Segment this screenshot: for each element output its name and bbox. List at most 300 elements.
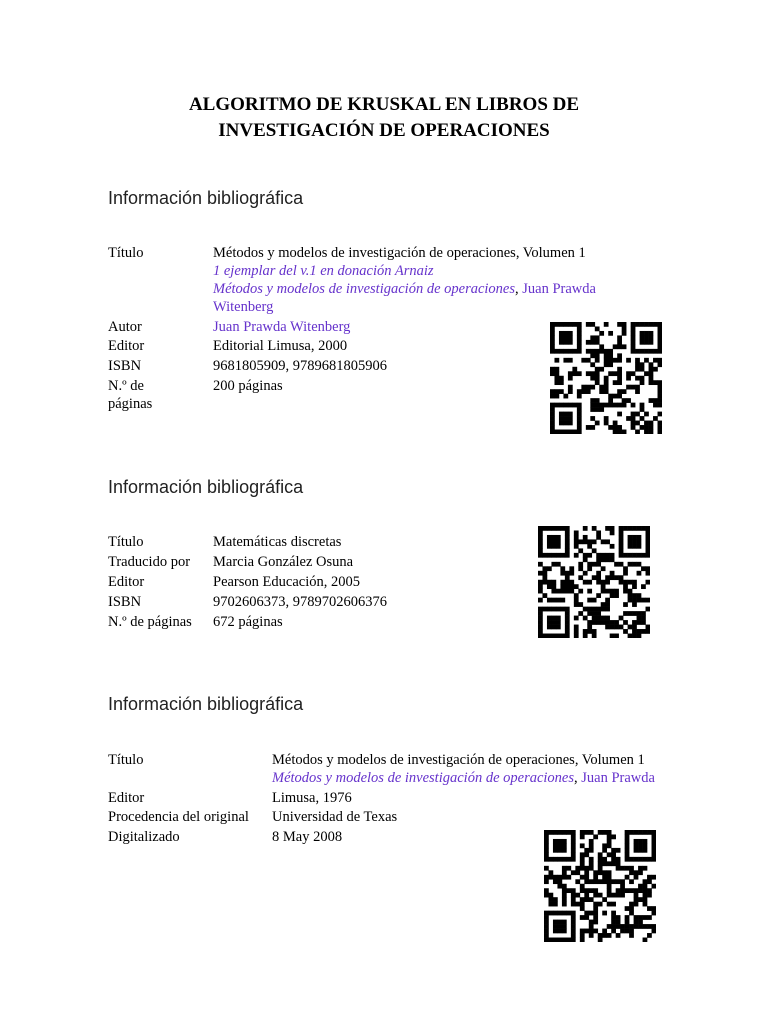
qr-module — [647, 875, 652, 880]
qr-module — [646, 553, 650, 558]
qr-module — [553, 848, 558, 853]
qr-module — [635, 367, 640, 372]
qr-module — [638, 866, 643, 871]
qr-module — [571, 924, 576, 929]
qr-module — [632, 553, 637, 558]
qr-module — [644, 331, 649, 336]
qr-module — [610, 575, 615, 580]
qr-module — [556, 607, 561, 612]
qr-module — [580, 866, 585, 871]
qr-module — [638, 915, 643, 920]
qr-module — [634, 888, 639, 893]
qr-module — [571, 938, 576, 942]
qr-module — [652, 875, 656, 880]
qr-module — [611, 861, 616, 866]
qr-module — [596, 607, 601, 612]
qr-module — [578, 589, 583, 594]
qr-module — [578, 539, 583, 544]
qr-module — [557, 857, 562, 862]
qr-module — [617, 376, 622, 381]
qr-module — [643, 938, 648, 942]
qr-module — [628, 589, 633, 594]
qr-module — [605, 580, 610, 585]
qr-module — [649, 371, 654, 376]
section-1-autor-row — [108, 318, 528, 336]
qr-module — [565, 625, 570, 630]
qr-module — [646, 598, 650, 603]
qr-module — [626, 358, 631, 363]
qr-module — [611, 920, 616, 925]
qr-module — [635, 421, 640, 426]
qr-module — [568, 376, 573, 381]
qr-module — [571, 857, 576, 862]
qr-module — [610, 589, 615, 594]
qr-module — [550, 322, 555, 327]
qr-module — [586, 349, 591, 354]
qr-module — [608, 398, 613, 403]
qr-module — [638, 897, 643, 902]
qr-module — [628, 611, 633, 616]
qr-module — [602, 870, 607, 875]
qr-module — [557, 839, 562, 844]
qr-module — [566, 888, 571, 893]
qr-module — [634, 915, 639, 920]
qr-module — [598, 857, 603, 862]
qr-module — [637, 598, 642, 603]
qr-module — [596, 557, 601, 562]
ejemplar-note-link[interactable]: 1 ejemplar del v.1 en donación Arnaiz — [213, 263, 434, 279]
qr-module — [565, 589, 570, 594]
qr-module — [637, 616, 642, 621]
qr-module — [571, 911, 576, 916]
qr-module — [589, 839, 594, 844]
qr-module — [619, 575, 624, 580]
qr-module — [592, 562, 597, 567]
qr-module — [565, 571, 570, 576]
qr-module — [643, 857, 648, 862]
qr-module — [623, 553, 628, 558]
qr-module — [647, 924, 652, 929]
qr-module — [628, 593, 633, 598]
qr-module — [596, 530, 601, 535]
qr-module — [614, 575, 619, 580]
qr-module — [565, 584, 570, 589]
qr-module — [619, 526, 624, 531]
qr-module — [619, 553, 624, 558]
qr-module — [635, 376, 640, 381]
qr-module — [643, 893, 648, 898]
qr-module — [571, 888, 576, 893]
isbn-label: ISBN — [108, 358, 142, 374]
qr-module — [611, 852, 616, 857]
qr-module — [538, 584, 543, 589]
qr-module — [602, 848, 607, 853]
qr-module — [538, 526, 543, 531]
qr-module — [601, 566, 606, 571]
qr-module — [544, 915, 549, 920]
qr-module — [587, 544, 592, 549]
qr-module — [550, 430, 555, 434]
qr-module — [547, 526, 552, 531]
qr-module — [649, 349, 654, 354]
qr-module — [574, 584, 579, 589]
qr-module — [551, 580, 556, 585]
qr-module — [644, 430, 649, 434]
qr-module — [623, 589, 628, 594]
qr-module — [658, 398, 662, 403]
qr-module — [565, 616, 570, 621]
qr-module — [601, 607, 606, 612]
qr-module — [542, 607, 547, 612]
qr-module — [584, 897, 589, 902]
qr-module — [580, 884, 585, 889]
qr-module — [619, 625, 624, 630]
qr-module — [550, 371, 555, 376]
qr-module — [632, 584, 637, 589]
qr-module — [542, 571, 547, 576]
qr-module — [617, 335, 622, 340]
qr-module — [652, 830, 656, 835]
qr-module — [658, 322, 662, 327]
qr-module — [593, 906, 598, 911]
qr-module — [599, 403, 604, 408]
qr-module — [617, 403, 622, 408]
qr-module — [595, 326, 600, 331]
autor-label: Autor — [108, 319, 142, 335]
qr-module — [644, 412, 649, 417]
qr-module — [547, 539, 552, 544]
qr-module — [601, 584, 606, 589]
qr-module — [619, 548, 624, 553]
series-author-link-continued[interactable]: Witenberg — [213, 299, 274, 315]
qr-module — [643, 830, 648, 835]
qr-module — [542, 575, 547, 580]
qr-module — [641, 584, 646, 589]
qr-module — [565, 634, 570, 638]
qr-module — [631, 412, 636, 417]
qr-module — [652, 839, 656, 844]
qr-module — [551, 616, 556, 621]
qr-module — [571, 902, 576, 907]
qr-module — [596, 620, 601, 625]
qr-module — [557, 843, 562, 848]
qr-module — [610, 625, 615, 630]
qr-module — [602, 933, 607, 938]
qr-module — [553, 938, 558, 942]
qr-module — [590, 416, 595, 421]
qr-module — [559, 421, 564, 426]
qr-module — [604, 416, 609, 421]
qr-module — [652, 911, 656, 916]
qr-module — [632, 539, 637, 544]
qr-module — [557, 879, 562, 884]
qr-module — [637, 526, 642, 531]
qr-module — [647, 830, 652, 835]
qr-module — [617, 389, 622, 394]
qr-module — [623, 580, 628, 585]
qr-module — [634, 875, 639, 880]
qr-module — [607, 924, 612, 929]
qr-module — [604, 376, 609, 381]
qr-module — [571, 893, 576, 898]
qr-module — [571, 915, 576, 920]
qr-module — [635, 362, 640, 367]
qr-module — [542, 634, 547, 638]
qr-module — [616, 888, 621, 893]
qr-module — [598, 830, 603, 835]
qr-module — [562, 920, 567, 925]
qr-module — [640, 335, 645, 340]
autor-link[interactable]: Juan Prawda Witenberg — [213, 319, 351, 335]
qr-module — [613, 430, 618, 434]
qr-module — [563, 331, 568, 336]
qr-module — [632, 535, 637, 540]
qr-module — [598, 866, 603, 871]
qr-module — [604, 421, 609, 426]
qr-module — [604, 385, 609, 390]
qr-module — [607, 879, 612, 884]
qr-module — [554, 371, 559, 376]
qr-module — [565, 620, 570, 625]
qr-module — [544, 839, 549, 844]
qr-module — [587, 562, 592, 567]
qr-module — [653, 416, 658, 421]
qr-module — [575, 866, 580, 871]
titulo-label: Título — [108, 245, 144, 261]
qr-module — [544, 888, 549, 893]
qr-module — [574, 602, 579, 607]
qr-module — [547, 620, 552, 625]
qr-module — [610, 530, 615, 535]
qr-module — [577, 331, 582, 336]
qr-module — [590, 340, 595, 345]
qr-module — [583, 580, 588, 585]
qr-module — [610, 526, 615, 531]
qr-module — [617, 340, 622, 345]
qr-module — [559, 403, 564, 408]
qr-module — [565, 575, 570, 580]
qr-module — [587, 620, 592, 625]
qr-module — [617, 371, 622, 376]
qr-module — [599, 331, 604, 336]
qr-module — [538, 607, 543, 612]
qr-module — [608, 358, 613, 363]
qr-module — [641, 526, 646, 531]
qr-module — [581, 389, 586, 394]
series-line — [213, 280, 596, 298]
qr-module — [601, 616, 606, 621]
qr-module — [562, 888, 567, 893]
qr-module — [592, 634, 597, 638]
qr-module — [572, 403, 577, 408]
qr-module — [569, 584, 574, 589]
qr-module — [553, 875, 558, 880]
qr-module — [542, 580, 547, 585]
qr-module — [602, 911, 607, 916]
section-1-heading: Información bibliográfica — [108, 188, 304, 208]
qr-module — [595, 380, 600, 385]
qr-module — [658, 389, 662, 394]
qr-module — [596, 580, 601, 585]
qr-module — [608, 353, 613, 358]
qr-module — [635, 358, 640, 363]
page-title-line-2: INVESTIGACIÓN DE OPERACIONES — [218, 120, 550, 141]
qr-module — [584, 929, 589, 934]
qr-module — [574, 634, 579, 638]
qr-module — [584, 875, 589, 880]
qr-module — [580, 830, 585, 835]
qr-module — [643, 915, 648, 920]
qr-module — [605, 553, 610, 558]
qr-module — [632, 611, 637, 616]
qr-module — [643, 897, 648, 902]
qr-module — [550, 421, 555, 426]
qr-module — [548, 857, 553, 862]
qr-module — [577, 389, 582, 394]
qr-module — [631, 335, 636, 340]
qr-module — [608, 394, 613, 399]
qr-module — [602, 861, 607, 866]
qr-module — [628, 598, 633, 603]
qr-module — [590, 425, 595, 430]
qr-module — [586, 389, 591, 394]
qr-module — [574, 593, 579, 598]
qr-module — [572, 371, 577, 376]
qr-module — [640, 376, 645, 381]
qr-module — [554, 376, 559, 381]
qr-module — [635, 322, 640, 327]
qr-module — [592, 616, 597, 621]
qr-module — [590, 403, 595, 408]
qr-module — [565, 580, 570, 585]
qr-module — [580, 897, 585, 902]
qr-module — [622, 331, 627, 336]
qr-module — [583, 535, 588, 540]
series-title-link[interactable]: Métodos y modelos de investigación de operaciones — [272, 770, 575, 786]
qr-module — [634, 897, 639, 902]
qr-module — [577, 335, 582, 340]
qr-module — [653, 367, 658, 372]
qr-module — [608, 371, 613, 376]
qr-module — [634, 893, 639, 898]
paginas-value: 200 páginas — [213, 378, 283, 394]
procedencia-value: Universidad de Texas — [272, 809, 398, 825]
qr-module — [578, 575, 583, 580]
qr-module — [566, 938, 571, 942]
qr-module — [613, 421, 618, 426]
qr-module — [599, 389, 604, 394]
qr-module — [553, 879, 558, 884]
qr-module — [544, 933, 549, 938]
titulo-label: Título — [108, 752, 144, 768]
qr-code-3 — [544, 830, 656, 942]
qr-module — [584, 830, 589, 835]
qr-module — [607, 933, 612, 938]
qr-module — [578, 566, 583, 571]
qr-module — [616, 861, 621, 866]
qr-module — [625, 857, 630, 862]
series-title-link[interactable]: Métodos y modelos de investigación de operaciones — [213, 281, 516, 297]
qr-module — [620, 866, 625, 871]
qr-module — [658, 385, 662, 390]
editor-label: Editor — [108, 790, 145, 806]
qr-module — [626, 371, 631, 376]
qr-module — [589, 924, 594, 929]
qr-module — [647, 888, 652, 893]
qr-module — [563, 335, 568, 340]
qr-module — [595, 353, 600, 358]
qr-module — [538, 548, 543, 553]
qr-module — [658, 412, 662, 417]
qr-module — [589, 861, 594, 866]
qr-module — [562, 884, 567, 889]
series-author-link[interactable]: Juan Prawda — [581, 770, 655, 786]
qr-module — [575, 902, 580, 907]
qr-module — [574, 553, 579, 558]
qr-module — [653, 403, 658, 408]
qr-module — [544, 857, 549, 862]
qr-module — [605, 620, 610, 625]
qr-module — [616, 879, 621, 884]
qr-module — [646, 566, 650, 571]
qr-module — [593, 870, 598, 875]
qr-module — [611, 902, 616, 907]
qr-module — [559, 389, 564, 394]
qr-module — [604, 322, 609, 327]
qr-module — [563, 403, 568, 408]
qr-module — [644, 340, 649, 345]
qr-module — [653, 398, 658, 403]
qr-module — [647, 879, 652, 884]
qr-module — [565, 526, 570, 531]
qr-module — [649, 376, 654, 381]
qr-module — [547, 535, 552, 540]
qr-module — [571, 920, 576, 925]
qr-module — [551, 584, 556, 589]
qr-module — [551, 607, 556, 612]
qr-module — [592, 548, 597, 553]
qr-module — [646, 580, 650, 585]
qr-module — [547, 553, 552, 558]
qr-module — [542, 593, 547, 598]
qr-module — [632, 625, 637, 630]
qr-module — [652, 884, 656, 889]
qr-module — [619, 535, 624, 540]
qr-module — [599, 385, 604, 390]
qr-module — [632, 598, 637, 603]
series-line — [272, 769, 655, 787]
qr-module — [641, 629, 646, 634]
qr-module — [625, 906, 630, 911]
qr-module — [610, 544, 615, 549]
qr-module — [544, 893, 549, 898]
section-1-titulo-row — [108, 244, 668, 316]
qr-module — [551, 589, 556, 594]
qr-module — [589, 920, 594, 925]
qr-module — [551, 634, 556, 638]
qr-module — [643, 866, 648, 871]
qr-module — [565, 535, 570, 540]
qr-module — [568, 349, 573, 354]
qr-module — [652, 843, 656, 848]
series-author-link[interactable]: Juan Prawda — [522, 281, 596, 297]
qr-module — [626, 398, 631, 403]
qr-module — [598, 902, 603, 907]
qr-module — [578, 548, 583, 553]
qr-module — [550, 349, 555, 354]
qr-module — [607, 884, 612, 889]
qr-module — [562, 929, 567, 934]
